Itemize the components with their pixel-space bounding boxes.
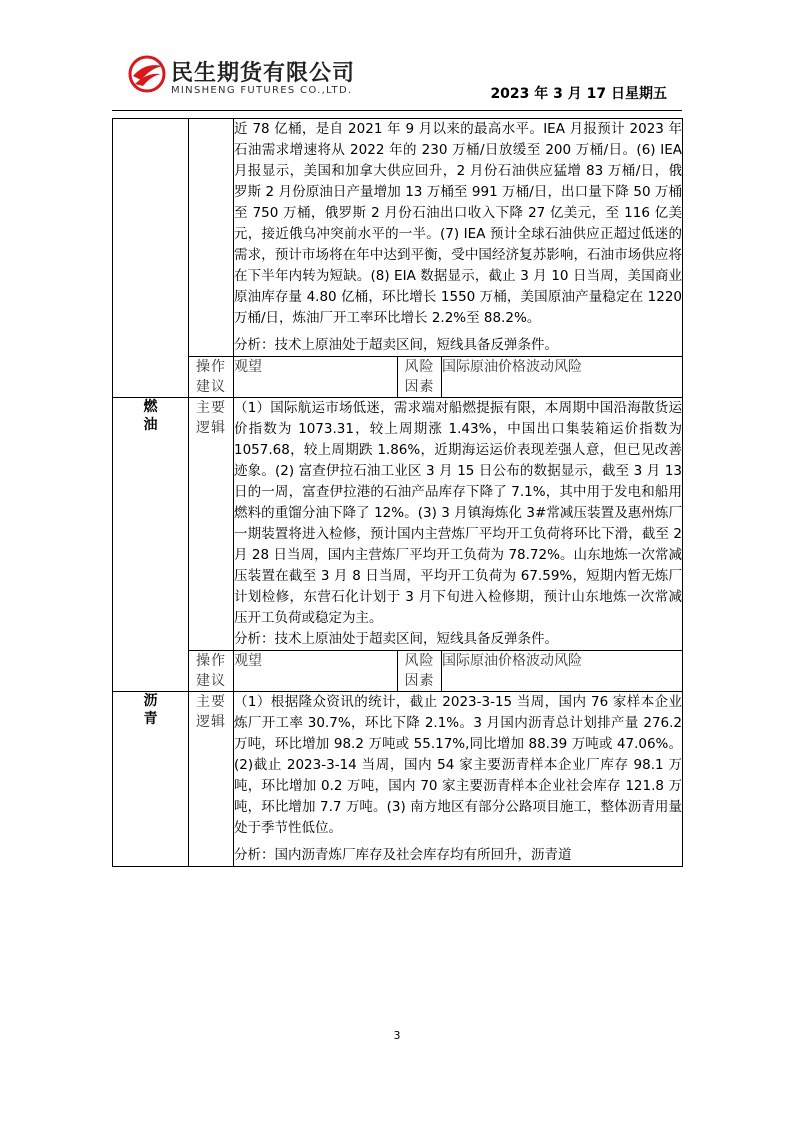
fuel-risk-label: 风险因素 xyxy=(404,653,435,689)
commodity-table xyxy=(112,118,683,867)
crude-risk-label-cell xyxy=(398,357,442,398)
logo-chinese-name: 民生期货有限公司 xyxy=(171,61,356,86)
crude-category-cell xyxy=(113,119,189,398)
fuel-op-label-cell xyxy=(189,651,234,692)
fuel-logic-text: （1）国际航运市场低迷，需求端对船燃提振有限，本周期中国沿海散货运价指数为 1073.31，较上周期涨 1.43%，中国出口集装箱运价指数为 1057.68，较上周期跌 1.86%，近期海运运价表现差强人意，但已见改善迹象。(2) 富查伊拉石油工业区 3 月 15 日公布的数据显示，截至 3 月 13 日的一周，富查伊拉港的石油产品库存下降了 7.1%，其中用于发电和船用燃料的重馏分油下降了 12%。(3) 3 月镇海炼化 3#常减压装置及惠州炼厂一期装置将进入检修，预计国内主营炼厂平均开工负荷将环比下滑，截至 2 月 28 日当周，国内主营炼厂平均开工负荷为 78.72%。山东地炼一次常减压装置在截至 3 月 8 日当周，平均开工负荷为 67.59%，短期内暂无炼厂计划检修，东营石化计划于 3 月下旬进入检修期，预计山东地炼一次常减压开工负荷或稳定为主。 xyxy=(234,400,683,626)
report-date: 2023 年 3 月 17 日星期五 xyxy=(490,86,667,102)
fuel-risk-label-cell xyxy=(398,651,442,692)
fuel-analysis-text: 分析：技术上原油处于超卖区间，短线具备反弹条件。 xyxy=(234,631,558,647)
crude-analysis-text: 分析：技术上原油处于超卖区间，短线具备反弹条件。 xyxy=(234,337,558,353)
fuel-logic-label-cell xyxy=(189,398,234,651)
crude-op-label-cell xyxy=(189,357,234,398)
crude-op-value: 观望 xyxy=(234,357,398,398)
logo-english-name: MINSHENG FUTURES CO.,LTD. xyxy=(171,85,353,96)
asphalt-category-label: 沥青 xyxy=(143,693,158,727)
asphalt-analysis-text: 分析：国内沥青炼厂库存及社会库存均有所回升，沥青道 xyxy=(234,847,572,863)
crude-op-label: 操作建议 xyxy=(196,359,226,395)
fuel-logic-label: 主要逻辑 xyxy=(196,400,226,436)
asphalt-logic-row xyxy=(113,692,683,867)
crude-logic-label-cell xyxy=(189,119,234,357)
fuel-op-value: 观望 xyxy=(234,651,398,692)
asphalt-logic-label: 主要逻辑 xyxy=(196,694,226,730)
crude-logic-row xyxy=(113,119,683,357)
asphalt-logic-cell xyxy=(234,692,683,867)
company-logo xyxy=(127,52,367,102)
fuel-risk-value: 国际原油价格波动风险 xyxy=(442,651,683,692)
minsheng-logo-icon xyxy=(127,54,167,94)
crude-logic-text: 近 78 亿桶，是自 2021 年 9 月以来的最高水平。IEA 月报预计 2023 年石油需求增速将从 2022 年的 230 万桶/日放缓至 200 万桶/日。(6) IEA 月报显示，美国和加拿大供应回升，2 月份石油供应猛增 83 万桶/日，俄罗斯 2 月份原油日产量增加 13 万桶至 991 万桶/日，出口量下降 50 万桶至 750 万桶，俄罗斯 2 月份石油出口收入下降 27 亿美元，至 116 亿美元，接近俄乌冲突前水平的一半。(7) IEA 预计全球石油供应正超过低迷的需求，预计市场将在年中达到平衡，受中国经济复苏影响，石油市场供应将在下半年内转为短缺。(8) EIA 数据显示，截止 3 月 10 日当周，美国商业原油库存量 4.80 亿桶，环比增长 1550 万桶，美国原油产量稳定在 1220 万桶/日，炼油厂开工率环比增长 2.2%至 88.2%。 xyxy=(234,121,683,326)
crude-risk-label: 风险因素 xyxy=(404,359,435,395)
page-header xyxy=(0,0,794,120)
page-number: 3 xyxy=(393,1029,401,1042)
fuel-operation-row xyxy=(113,651,683,692)
fuel-op-label: 操作建议 xyxy=(196,653,226,689)
crude-operation-row xyxy=(113,357,683,398)
fuel-category-cell xyxy=(113,398,189,692)
fuel-logic-cell xyxy=(234,398,683,651)
asphalt-logic-label-cell xyxy=(189,692,234,867)
fuel-category-label: 燃油 xyxy=(143,399,158,433)
crude-logic-cell xyxy=(234,119,683,357)
crude-risk-value: 国际原油价格波动风险 xyxy=(442,357,683,398)
asphalt-logic-text: （1）根据隆众资讯的统计，截止 2023-3-15 当周，国内 76 家样本企业炼厂开工率 30.7%，环比下降 2.1%。3 月国内沥青总计划排产量 276.2 万吨，环比增加 98.2 万吨或 55.17%,同比增加 88.39 万吨或 47.06%。(2)截止 2023-3-14 当周，国内 54 家主要沥青样本企业厂库存 98.1 万吨，环比增加 0.2 万吨，国内 70 家主要沥青样本企业社会库存 121.8 万吨，环比增加 7.7 万吨。(3) 南方地区有部分公路项目施工，整体沥青用量处于季节性低位。 xyxy=(234,694,683,836)
header-divider xyxy=(112,110,682,111)
fuel-logic-row xyxy=(113,398,683,651)
asphalt-category-cell xyxy=(113,692,189,867)
